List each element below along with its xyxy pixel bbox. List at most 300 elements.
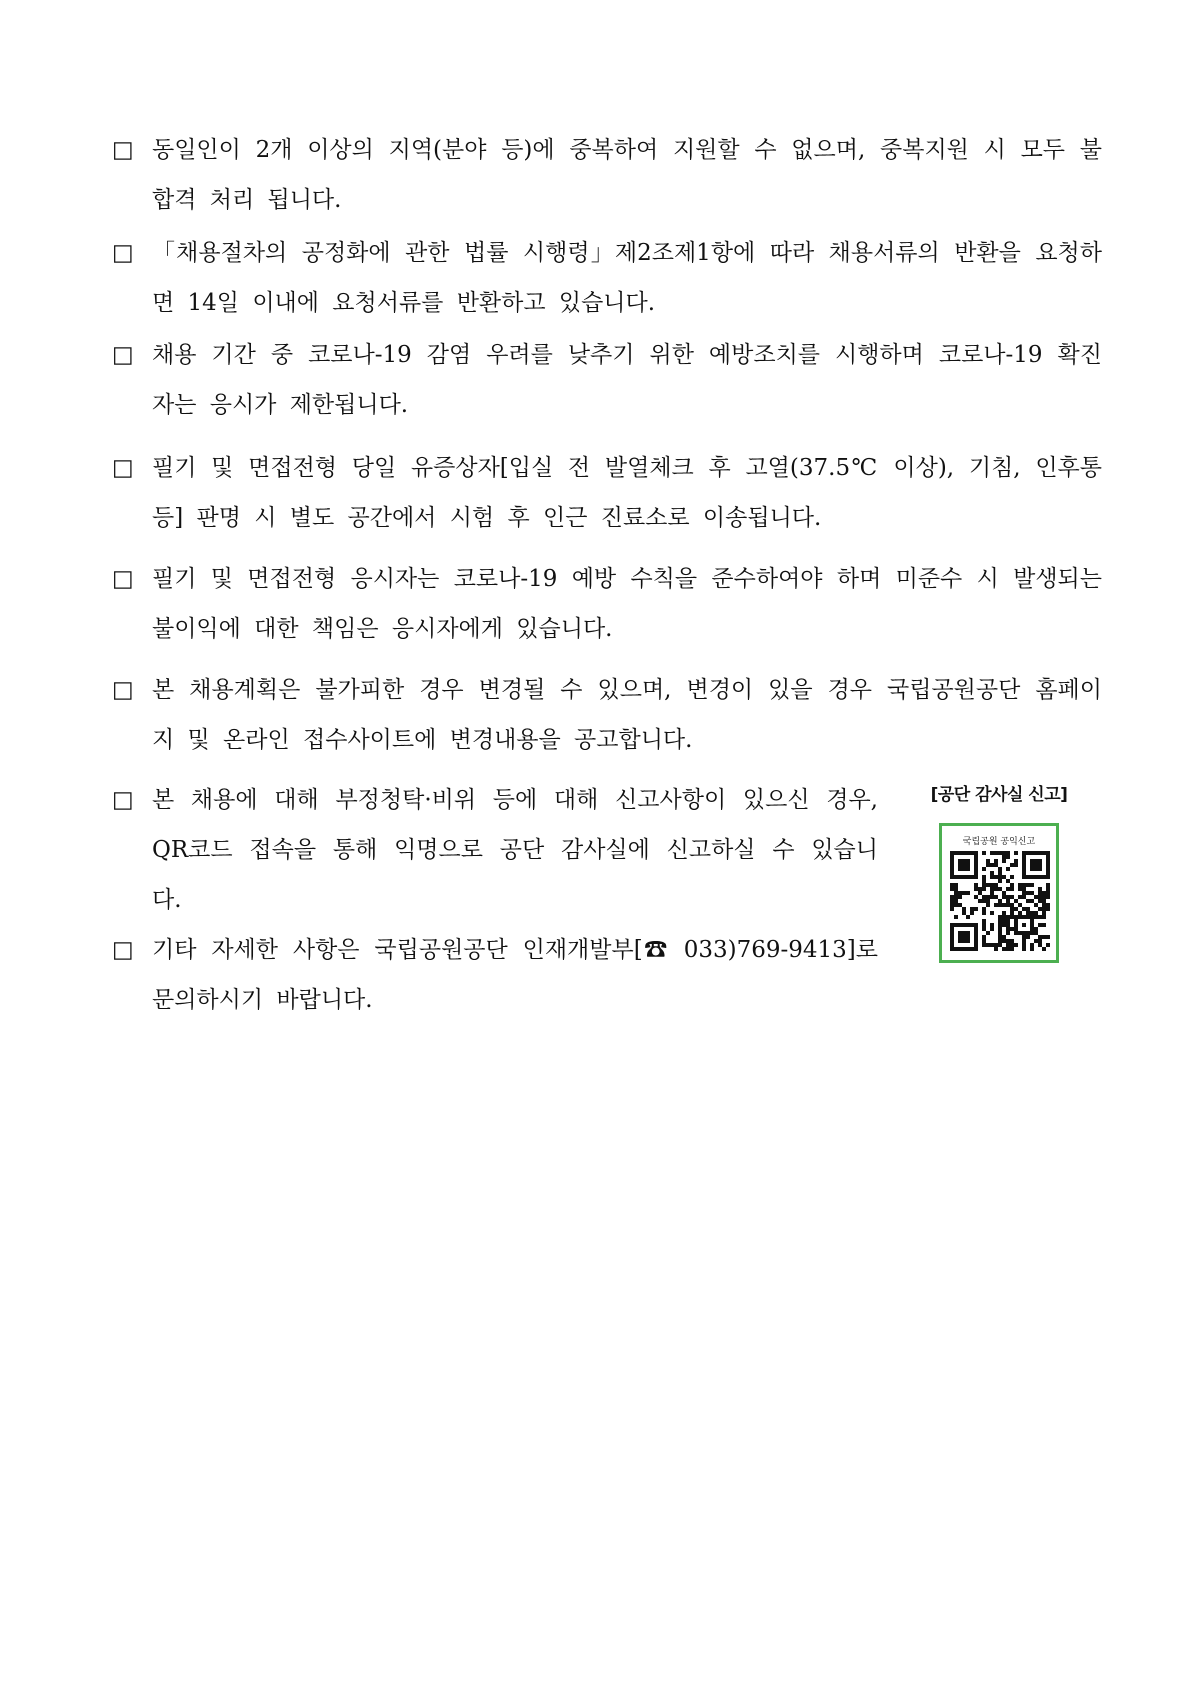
- qr-module: [1006, 867, 1010, 871]
- qr-module: [1002, 875, 1006, 879]
- qr-module: [990, 911, 994, 915]
- qr-module: [1010, 927, 1014, 931]
- qr-module: [986, 859, 990, 863]
- qr-module: [1014, 919, 1018, 923]
- qr-module: [950, 931, 954, 935]
- qr-module: [1010, 863, 1014, 867]
- qr-module: [1010, 943, 1014, 947]
- qr-module: [1038, 935, 1042, 939]
- qr-module: [974, 927, 978, 931]
- qr-module: [990, 863, 994, 867]
- qr-module: [1038, 891, 1042, 895]
- qr-module: [1022, 867, 1026, 871]
- qr-module: [1042, 875, 1046, 879]
- qr-module: [1006, 855, 1010, 859]
- qr-module: [1002, 923, 1006, 927]
- qr-module: [1022, 895, 1026, 899]
- qr-module: [994, 863, 998, 867]
- qr-module: [1014, 907, 1018, 911]
- qr-module: [1002, 895, 1006, 899]
- qr-module: [1038, 915, 1042, 919]
- qr-module: [1006, 887, 1010, 891]
- qr-module: [966, 923, 970, 927]
- qr-module: [974, 851, 978, 855]
- qr-module: [998, 867, 1002, 871]
- qr-module: [990, 927, 994, 931]
- qr-module: [954, 903, 958, 907]
- checkbox-bullet: □: [112, 677, 134, 703]
- qr-module: [982, 875, 986, 879]
- qr-module: [950, 875, 954, 879]
- notice-text: 채용 기간 중 코로나-19 감염 우려를 낮추기 위한 예방조치를 시행하며 코로나-19 확진자는 응시가 제한됩니다.: [152, 342, 1102, 418]
- qr-module: [994, 851, 998, 855]
- qr-module: [1034, 875, 1038, 879]
- qr-report-box: [914, 780, 1084, 963]
- qr-module: [998, 935, 1002, 939]
- qr-module: [954, 891, 958, 895]
- qr-module: [994, 903, 998, 907]
- checkbox-bullet: □: [112, 566, 134, 592]
- qr-module: [1022, 947, 1026, 951]
- qr-module: [1030, 943, 1034, 947]
- qr-module: [982, 919, 986, 923]
- qr-module: [1046, 855, 1050, 859]
- qr-module: [950, 867, 954, 871]
- qr-module: [1018, 887, 1022, 891]
- qr-module: [1010, 947, 1014, 951]
- qr-module: [1014, 927, 1018, 931]
- qr-module: [1014, 859, 1018, 863]
- qr-module: [950, 855, 954, 859]
- qr-module: [1034, 863, 1038, 867]
- qr-module: [982, 883, 986, 887]
- qr-module: [974, 883, 978, 887]
- qr-module: [958, 891, 962, 895]
- qr-module: [994, 883, 998, 887]
- qr-module: [1022, 907, 1026, 911]
- qr-module: [998, 899, 1002, 903]
- qr-module: [962, 931, 966, 935]
- qr-module: [986, 883, 990, 887]
- qr-module: [1038, 851, 1042, 855]
- qr-module: [982, 851, 986, 855]
- qr-module: [962, 867, 966, 871]
- qr-module: [1014, 863, 1018, 867]
- qr-module: [970, 911, 974, 915]
- qr-module: [1026, 891, 1030, 895]
- qr-module: [966, 935, 970, 939]
- qr-module: [1030, 883, 1034, 887]
- qr-module: [1014, 851, 1018, 855]
- qr-module: [1014, 923, 1018, 927]
- qr-module: [994, 943, 998, 947]
- qr-module: [1046, 859, 1050, 863]
- qr-module: [1042, 911, 1046, 915]
- qr-module: [1046, 871, 1050, 875]
- qr-module: [966, 915, 970, 919]
- qr-module: [1034, 895, 1038, 899]
- qr-module: [974, 931, 978, 935]
- qr-module: [1038, 895, 1042, 899]
- qr-module: [1006, 919, 1010, 923]
- qr-module: [974, 863, 978, 867]
- qr-module: [982, 927, 986, 931]
- qr-module: [974, 935, 978, 939]
- notice-report-misconduct: [112, 775, 878, 925]
- qr-module: [1042, 915, 1046, 919]
- qr-module: [990, 923, 994, 927]
- qr-module: [1046, 887, 1050, 891]
- qr-module: [982, 879, 986, 883]
- qr-module: [1022, 863, 1026, 867]
- qr-module: [1046, 891, 1050, 895]
- qr-module: [982, 943, 986, 947]
- qr-module: [1022, 855, 1026, 859]
- checkbox-bullet: □: [112, 937, 134, 963]
- qr-module: [954, 895, 958, 899]
- qr-module: [1022, 859, 1026, 863]
- qr-module: [1018, 931, 1022, 935]
- qr-module: [974, 947, 978, 951]
- qr-module: [970, 947, 974, 951]
- qr-module: [1002, 915, 1006, 919]
- qr-module: [1006, 899, 1010, 903]
- qr-module: [986, 895, 990, 899]
- qr-module: [1026, 851, 1030, 855]
- qr-module: [954, 851, 958, 855]
- qr-module: [1006, 879, 1010, 883]
- qr-module: [1042, 935, 1046, 939]
- qr-module: [1042, 895, 1046, 899]
- qr-module: [1026, 931, 1030, 935]
- notice-contact: [112, 925, 878, 1025]
- qr-module: [1042, 923, 1046, 927]
- qr-module: [1006, 943, 1010, 947]
- qr-frame[interactable]: [939, 823, 1059, 963]
- qr-module: [1046, 935, 1050, 939]
- qr-module: [950, 883, 954, 887]
- qr-module: [950, 899, 954, 903]
- qr-module: [1006, 915, 1010, 919]
- qr-module: [954, 899, 958, 903]
- qr-module: [1022, 915, 1026, 919]
- qr-module: [1022, 935, 1026, 939]
- qr-module: [1022, 875, 1026, 879]
- qr-module: [1046, 883, 1050, 887]
- qr-module: [950, 927, 954, 931]
- qr-module: [958, 859, 962, 863]
- qr-module: [1026, 875, 1030, 879]
- qr-module: [998, 851, 1002, 855]
- qr-module: [958, 875, 962, 879]
- notice-text: 본 채용계획은 불가피한 경우 변경될 수 있으며, 변경이 있을 경우 국립공원공단 홈페이지 및 온라인 접수사이트에 변경내용을 공고합니다.: [152, 677, 1102, 753]
- qr-module: [1006, 927, 1010, 931]
- qr-module: [1042, 947, 1046, 951]
- qr-module: [958, 863, 962, 867]
- qr-module: [1034, 851, 1038, 855]
- qr-module: [982, 895, 986, 899]
- qr-module: [1034, 867, 1038, 871]
- qr-module: [998, 915, 1002, 919]
- qr-module: [990, 871, 994, 875]
- qr-module: [1014, 943, 1018, 947]
- qr-module: [1022, 891, 1026, 895]
- qr-module: [970, 907, 974, 911]
- qr-module: [982, 887, 986, 891]
- qr-module: [1030, 875, 1034, 879]
- qr-module: [974, 895, 978, 899]
- qr-module: [1034, 911, 1038, 915]
- qr-module: [974, 867, 978, 871]
- qr-module: [998, 939, 1002, 943]
- qr-module: [1010, 939, 1014, 943]
- qr-module: [1034, 939, 1038, 943]
- qr-module: [982, 911, 986, 915]
- qr-module: [962, 907, 966, 911]
- qr-module: [966, 891, 970, 895]
- qr-module: [950, 935, 954, 939]
- notice-duplicate-application: [112, 125, 1102, 225]
- qr-module: [982, 907, 986, 911]
- qr-module: [1038, 867, 1042, 871]
- qr-module: [966, 859, 970, 863]
- qr-module: [974, 939, 978, 943]
- qr-module: [1014, 899, 1018, 903]
- qr-module: [1038, 923, 1042, 927]
- qr-module: [974, 907, 978, 911]
- qr-module: [1046, 907, 1050, 911]
- qr-module: [974, 887, 978, 891]
- qr-module: [950, 903, 954, 907]
- qr-module: [1030, 891, 1034, 895]
- qr-module: [1026, 911, 1030, 915]
- qr-label: 국립공원 공익신고: [962, 837, 1036, 847]
- qr-module: [950, 947, 954, 951]
- qr-module: [950, 939, 954, 943]
- notice-text: 본 채용에 대해 부정청탁·비위 등에 대해 신고사항이 있으신 경우, QR코드 접속을 통해 익명으로 공단 감사실에 신고하실 수 있습니다.: [152, 787, 878, 913]
- qr-module: [954, 887, 958, 891]
- qr-module: [966, 863, 970, 867]
- checkbox-bullet: □: [112, 455, 134, 481]
- qr-module: [1002, 939, 1006, 943]
- qr-module: [958, 939, 962, 943]
- qr-module: [962, 859, 966, 863]
- qr-module: [1006, 903, 1010, 907]
- qr-module: [1022, 883, 1026, 887]
- qr-module: [1046, 895, 1050, 899]
- qr-module: [998, 879, 1002, 883]
- qr-module: [962, 939, 966, 943]
- qr-module: [1010, 883, 1014, 887]
- notice-text: 필기 및 면접전형 당일 유증상자[입실 전 발열체크 후 고열(37.5℃ 이상), 기침, 인후통 등] 판명 시 별도 공간에서 시험 후 인근 진료소로 이송됩니다.: [152, 455, 1102, 531]
- qr-module: [966, 867, 970, 871]
- qr-module: [990, 887, 994, 891]
- qr-module: [978, 899, 982, 903]
- qr-module: [1030, 867, 1034, 871]
- qr-module: [1046, 903, 1050, 907]
- qr-module: [994, 875, 998, 879]
- qr-module: [1018, 895, 1022, 899]
- qr-module: [962, 935, 966, 939]
- qr-module: [982, 867, 986, 871]
- qr-module: [966, 939, 970, 943]
- qr-module: [954, 915, 958, 919]
- qr-module: [1010, 903, 1014, 907]
- qr-module: [974, 855, 978, 859]
- qr-module: [986, 931, 990, 935]
- qr-module: [990, 851, 994, 855]
- qr-module: [1038, 943, 1042, 947]
- qr-module: [1042, 891, 1046, 895]
- qr-module: [962, 875, 966, 879]
- qr-module: [958, 903, 962, 907]
- qr-module: [1026, 899, 1030, 903]
- notice-document-return: [112, 228, 1102, 328]
- qr-module: [978, 887, 982, 891]
- qr-module: [1002, 947, 1006, 951]
- qr-module: [970, 851, 974, 855]
- qr-module: [1010, 915, 1014, 919]
- qr-module: [970, 923, 974, 927]
- qr-module: [1022, 871, 1026, 875]
- qr-module: [1006, 923, 1010, 927]
- qr-module: [1026, 915, 1030, 919]
- qr-module: [994, 947, 998, 951]
- qr-module: [950, 851, 954, 855]
- qr-module: [998, 875, 1002, 879]
- checkbox-bullet: □: [112, 787, 134, 813]
- qr-module: [1030, 915, 1034, 919]
- qr-module: [998, 871, 1002, 875]
- qr-module: [990, 895, 994, 899]
- qr-module: [1042, 907, 1046, 911]
- qr-module: [974, 859, 978, 863]
- qr-module: [1030, 927, 1034, 931]
- qr-module: [1034, 931, 1038, 935]
- qr-module: [1030, 911, 1034, 915]
- qr-module: [1046, 867, 1050, 871]
- notice-text: 동일인이 2개 이상의 지역(분야 등)에 중복하여 지원할 수 없으며, 중복지원 시 모두 불합격 처리 됩니다.: [152, 137, 1102, 213]
- qr-module: [1006, 895, 1010, 899]
- qr-module: [966, 947, 970, 951]
- qr-module: [958, 867, 962, 871]
- qr-module: [966, 851, 970, 855]
- qr-module: [1038, 939, 1042, 943]
- qr-module: [986, 943, 990, 947]
- qr-module: [1022, 851, 1026, 855]
- qr-module: [990, 891, 994, 895]
- qr-module: [974, 871, 978, 875]
- qr-module: [990, 943, 994, 947]
- qr-module: [994, 859, 998, 863]
- qr-module: [962, 851, 966, 855]
- qr-module: [1006, 947, 1010, 951]
- qr-module: [954, 923, 958, 927]
- qr-module: [1018, 911, 1022, 915]
- qr-module: [1002, 891, 1006, 895]
- qr-module: [1002, 911, 1006, 915]
- qr-module: [962, 947, 966, 951]
- qr-module: [962, 863, 966, 867]
- qr-module: [1030, 919, 1034, 923]
- qr-module: [998, 923, 1002, 927]
- qr-module: [1010, 875, 1014, 879]
- qr-module: [998, 931, 1002, 935]
- qr-module: [982, 899, 986, 903]
- qr-module: [994, 887, 998, 891]
- notice-prevention-rules: [112, 554, 1102, 654]
- qr-module: [1018, 915, 1022, 919]
- qr-module: [1022, 943, 1026, 947]
- qr-module: [990, 875, 994, 879]
- qr-module: [954, 875, 958, 879]
- qr-module: [1030, 899, 1034, 903]
- qr-module: [1046, 943, 1050, 947]
- qr-module: [1034, 859, 1038, 863]
- qr-module: [1026, 883, 1030, 887]
- qr-module: [1002, 859, 1006, 863]
- qr-module: [950, 871, 954, 875]
- qr-code-icon[interactable]: [950, 851, 1050, 951]
- qr-module: [950, 907, 954, 911]
- qr-module: [1030, 923, 1034, 927]
- qr-module: [958, 931, 962, 935]
- qr-module: [1034, 915, 1038, 919]
- qr-module: [958, 923, 962, 927]
- qr-module: [1030, 851, 1034, 855]
- qr-module: [1038, 899, 1042, 903]
- qr-module: [982, 935, 986, 939]
- qr-module: [1026, 907, 1030, 911]
- checkbox-bullet: □: [112, 137, 134, 163]
- qr-module: [1022, 923, 1026, 927]
- qr-module: [998, 887, 1002, 891]
- qr-module: [1042, 903, 1046, 907]
- qr-module: [950, 943, 954, 947]
- qr-module: [986, 903, 990, 907]
- qr-module: [962, 911, 966, 915]
- qr-module: [978, 891, 982, 895]
- qr-module: [1038, 859, 1042, 863]
- qr-module: [986, 899, 990, 903]
- qr-module: [962, 891, 966, 895]
- qr-module: [1030, 947, 1034, 951]
- qr-module: [958, 935, 962, 939]
- qr-module: [1022, 931, 1026, 935]
- qr-module: [1046, 875, 1050, 879]
- qr-module: [998, 927, 1002, 931]
- qr-module: [1018, 883, 1022, 887]
- qr-module: [1042, 851, 1046, 855]
- qr-module: [1018, 903, 1022, 907]
- qr-module: [998, 943, 1002, 947]
- notice-plan-change: [112, 665, 1102, 765]
- qr-module: [1026, 935, 1030, 939]
- qr-module: [1034, 927, 1038, 931]
- qr-module: [950, 895, 954, 899]
- qr-module: [1006, 931, 1010, 935]
- qr-module: [966, 931, 970, 935]
- qr-module: [1038, 907, 1042, 911]
- qr-module: [950, 863, 954, 867]
- qr-module: [1010, 911, 1014, 915]
- qr-module: [1002, 919, 1006, 923]
- notice-symptomatic-candidates: [112, 443, 1102, 543]
- qr-module: [958, 895, 962, 899]
- qr-module: [1002, 851, 1006, 855]
- qr-module: [954, 947, 958, 951]
- notice-text: 「채용절차의 공정화에 관한 법률 시행령」제2조제1항에 따라 채용서류의 반환을 요청하면 14일 이내에 요청서류를 반환하고 있습니다.: [152, 240, 1102, 316]
